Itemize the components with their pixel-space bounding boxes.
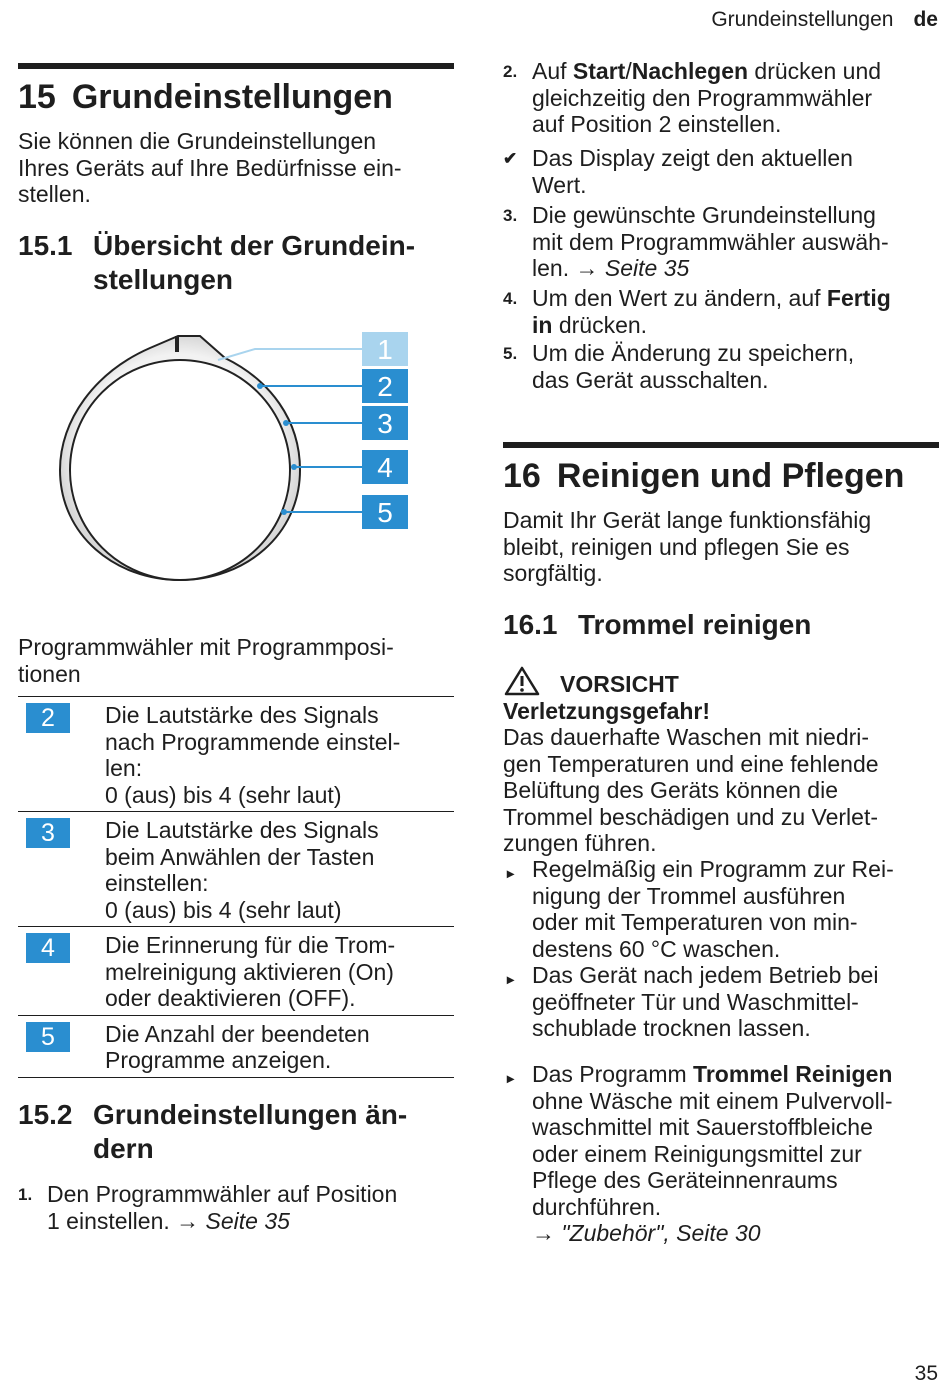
text-line: ohne Wäsche mit einem Pulvervoll- xyxy=(532,1087,893,1114)
step-number: 3. xyxy=(503,206,518,225)
button-name-in: in xyxy=(532,311,553,338)
bullet-text xyxy=(532,962,878,1042)
legend-row xyxy=(18,1016,454,1078)
subsection-16-1-heading xyxy=(503,608,939,642)
legend-description xyxy=(105,817,379,923)
text-line: sorgfältig. xyxy=(503,560,603,586)
section-number: 15 xyxy=(18,78,56,116)
text-line: melreinigung aktivieren (On) xyxy=(105,958,394,985)
step-2 xyxy=(503,58,939,142)
subsection-number: 15.1 xyxy=(18,230,73,261)
bullet-text xyxy=(532,1061,892,1247)
button-name-fertig: Fertig xyxy=(826,285,891,311)
subsection-15-1-heading xyxy=(18,229,454,297)
text-span: / xyxy=(625,58,632,84)
subsection-title-line: dern xyxy=(93,1133,154,1164)
position-label: 2 xyxy=(377,371,393,402)
text-line: einstellen: xyxy=(105,870,209,896)
section-title: Grundeinstellungen xyxy=(71,78,393,116)
text-line: Wert. xyxy=(532,171,587,198)
position-badge: 2 xyxy=(26,703,70,733)
subsection-title: Trommel reinigen xyxy=(578,609,812,640)
step-text xyxy=(532,285,891,338)
text-span: drücken. xyxy=(552,311,648,338)
position-badge: 4 xyxy=(26,933,70,963)
running-header xyxy=(711,8,938,32)
text-line: destens 60 °C waschen. xyxy=(532,935,781,962)
step-5 xyxy=(503,340,939,396)
text-line: 1 einstellen. xyxy=(47,1207,170,1234)
text-span: Auf xyxy=(532,58,573,84)
text-line: Die gewünschte Grundeinstellung xyxy=(532,202,876,228)
section-16-intro xyxy=(503,507,939,587)
subsection-number: 16.1 xyxy=(503,609,558,640)
text-span: Um den Wert zu ändern, auf xyxy=(532,285,827,311)
position-badge: 5 xyxy=(26,1022,70,1052)
legend-row xyxy=(18,812,454,927)
legend-row xyxy=(18,927,454,1016)
legend-row xyxy=(18,697,454,812)
subsection-title-line: stellungen xyxy=(93,264,234,295)
page-reference-link[interactable]: → "Zubehör", Seite 30 xyxy=(532,1220,761,1246)
text-line: durchführen. xyxy=(532,1193,662,1220)
step-text xyxy=(532,58,881,138)
text-span: drücken und xyxy=(748,58,882,84)
text-line: nigung der Trommel ausführen xyxy=(532,882,846,909)
text-line: len. xyxy=(532,255,570,281)
step-text xyxy=(532,202,889,282)
button-name-nachlegen: Nachlegen xyxy=(631,58,749,84)
text-line: schublade trocknen lassen. xyxy=(532,1015,811,1041)
text-line: oder deaktivieren (OFF). xyxy=(105,985,356,1011)
text-line: Die Lautstärke des Signals xyxy=(105,702,379,728)
step-number: 5. xyxy=(503,344,518,363)
text-line: beim Anwählen der Tasten xyxy=(105,843,375,870)
leader-line-1 xyxy=(218,349,363,360)
bullet-triangle-icon: ▸ xyxy=(507,865,515,881)
warning-bullet xyxy=(503,962,939,1046)
text-line: Pflege des Geräteinnenraums xyxy=(532,1167,838,1193)
text-line: gen Temperaturen und eine fehlende xyxy=(503,750,879,777)
text-line: geöffneter Tür und Waschmittel- xyxy=(532,988,859,1015)
position-label: 4 xyxy=(377,452,393,483)
text-span: Das Programm xyxy=(532,1061,694,1087)
position-label: 5 xyxy=(377,497,393,528)
step-3 xyxy=(503,202,939,286)
step-number: 4. xyxy=(503,289,518,308)
text-line: Ihres Geräts auf Ihre Bedürfnisse ein- xyxy=(18,154,402,181)
text-line: Die Erinnerung für die Trom- xyxy=(105,932,396,958)
text-line: len: xyxy=(105,755,143,781)
bullet-triangle-icon: ▸ xyxy=(507,1070,515,1086)
program-name: Trommel Reinigen xyxy=(693,1061,893,1087)
running-title: Grundeinstellungen xyxy=(711,8,894,31)
text-line: Trommel beschädigen und zu Verlet- xyxy=(503,803,879,830)
section-number: 16 xyxy=(503,457,541,495)
text-line: Die Anzahl der beendeten xyxy=(105,1020,370,1047)
legend-description xyxy=(105,702,400,808)
text-line: stellen. xyxy=(18,181,91,207)
text-line: bleibt, reinigen und pflegen Sie es xyxy=(503,533,850,560)
section-15-heading xyxy=(18,63,454,117)
page-reference-link[interactable]: → Seite 35 xyxy=(176,1207,290,1234)
page-reference-link[interactable]: → Seite 35 xyxy=(575,255,690,281)
step-number: 2. xyxy=(503,62,518,81)
step-4 xyxy=(503,285,939,341)
legend-table xyxy=(18,696,454,1078)
text-line: oder einem Reinigungsmittel zur xyxy=(532,1140,862,1167)
text-line: 0 (aus) bis 4 (sehr laut) xyxy=(105,781,342,808)
checkmark-icon: ✔ xyxy=(503,149,518,168)
text-line: Den Programmwähler auf Position xyxy=(47,1181,398,1207)
subsection-number: 15.2 xyxy=(18,1099,73,1130)
text-line: Das dauerhafte Waschen mit niedri- xyxy=(503,724,870,750)
text-line: auf Position 2 einstellen. xyxy=(532,111,782,137)
text-line: gleichzeitig den Programmwähler xyxy=(532,84,873,111)
warning-text xyxy=(503,724,939,857)
step-text xyxy=(532,340,854,393)
step-number: 1. xyxy=(18,1185,33,1204)
step-1 xyxy=(18,1181,454,1241)
warning-signal xyxy=(503,666,939,698)
text-line: oder mit Temperaturen von min- xyxy=(532,909,858,935)
text-line: tionen xyxy=(18,660,81,687)
text-line: waschmittel mit Sauerstoffbleiche xyxy=(532,1114,873,1140)
legend-description xyxy=(105,932,395,1012)
warning-bullet xyxy=(503,856,939,964)
button-name-start: Start xyxy=(572,58,626,84)
text-line: Programmwähler mit Programmposi- xyxy=(18,634,394,660)
text-line: mit dem Programmwähler auswäh- xyxy=(532,228,889,255)
program-selector-dial-illustration xyxy=(50,320,420,590)
subsection-15-2-heading xyxy=(18,1098,454,1166)
instruction-bullet xyxy=(503,1061,939,1251)
text-line: nach Programmende einstel- xyxy=(105,728,401,755)
warning-triangle-icon xyxy=(504,666,540,696)
step-result xyxy=(503,145,939,201)
page-number: 35 xyxy=(914,1362,938,1385)
section-title: Reinigen und Pflegen xyxy=(556,457,905,495)
language-tag: de xyxy=(913,8,938,31)
bullet-text xyxy=(532,856,894,962)
warning-heading: Verletzungsgefahr! xyxy=(503,698,711,724)
text-line: Die Lautstärke des Signals xyxy=(105,817,379,843)
text-line: Das Display zeigt den aktuellen xyxy=(532,145,853,171)
subsection-title-line: Übersicht der Grundein- xyxy=(93,230,416,261)
figure-caption xyxy=(18,634,454,687)
text-line: Um die Änderung zu speichern, xyxy=(532,340,855,366)
text-line: Regelmäßig ein Programm zur Rei- xyxy=(532,856,894,882)
bullet-triangle-icon: ▸ xyxy=(507,971,515,987)
text-line: 0 (aus) bis 4 (sehr laut) xyxy=(105,896,342,923)
step-text xyxy=(532,145,853,198)
text-line: Damit Ihr Gerät lange funktionsfähig xyxy=(503,507,872,533)
position-label: 3 xyxy=(377,408,393,439)
text-line: Belüftung des Geräts können die xyxy=(503,777,839,803)
legend-description xyxy=(105,1021,370,1074)
signal-word: VORSICHT xyxy=(560,671,679,697)
section-16-heading xyxy=(503,442,939,496)
text-line: Das Gerät nach jedem Betrieb bei xyxy=(532,962,879,988)
subsection-title-line: Grundeinstellungen än- xyxy=(93,1099,408,1130)
section-15-intro xyxy=(18,128,454,208)
position-label: 1 xyxy=(377,334,393,365)
position-badge: 3 xyxy=(26,818,70,848)
text-line: Sie können die Grundeinstellungen xyxy=(18,128,377,154)
text-line: Programme anzeigen. xyxy=(105,1047,332,1073)
step-text xyxy=(47,1181,397,1234)
dial-knob xyxy=(60,336,300,580)
text-line: zungen führen. xyxy=(503,830,657,856)
text-line: das Gerät ausschalten. xyxy=(532,366,769,393)
